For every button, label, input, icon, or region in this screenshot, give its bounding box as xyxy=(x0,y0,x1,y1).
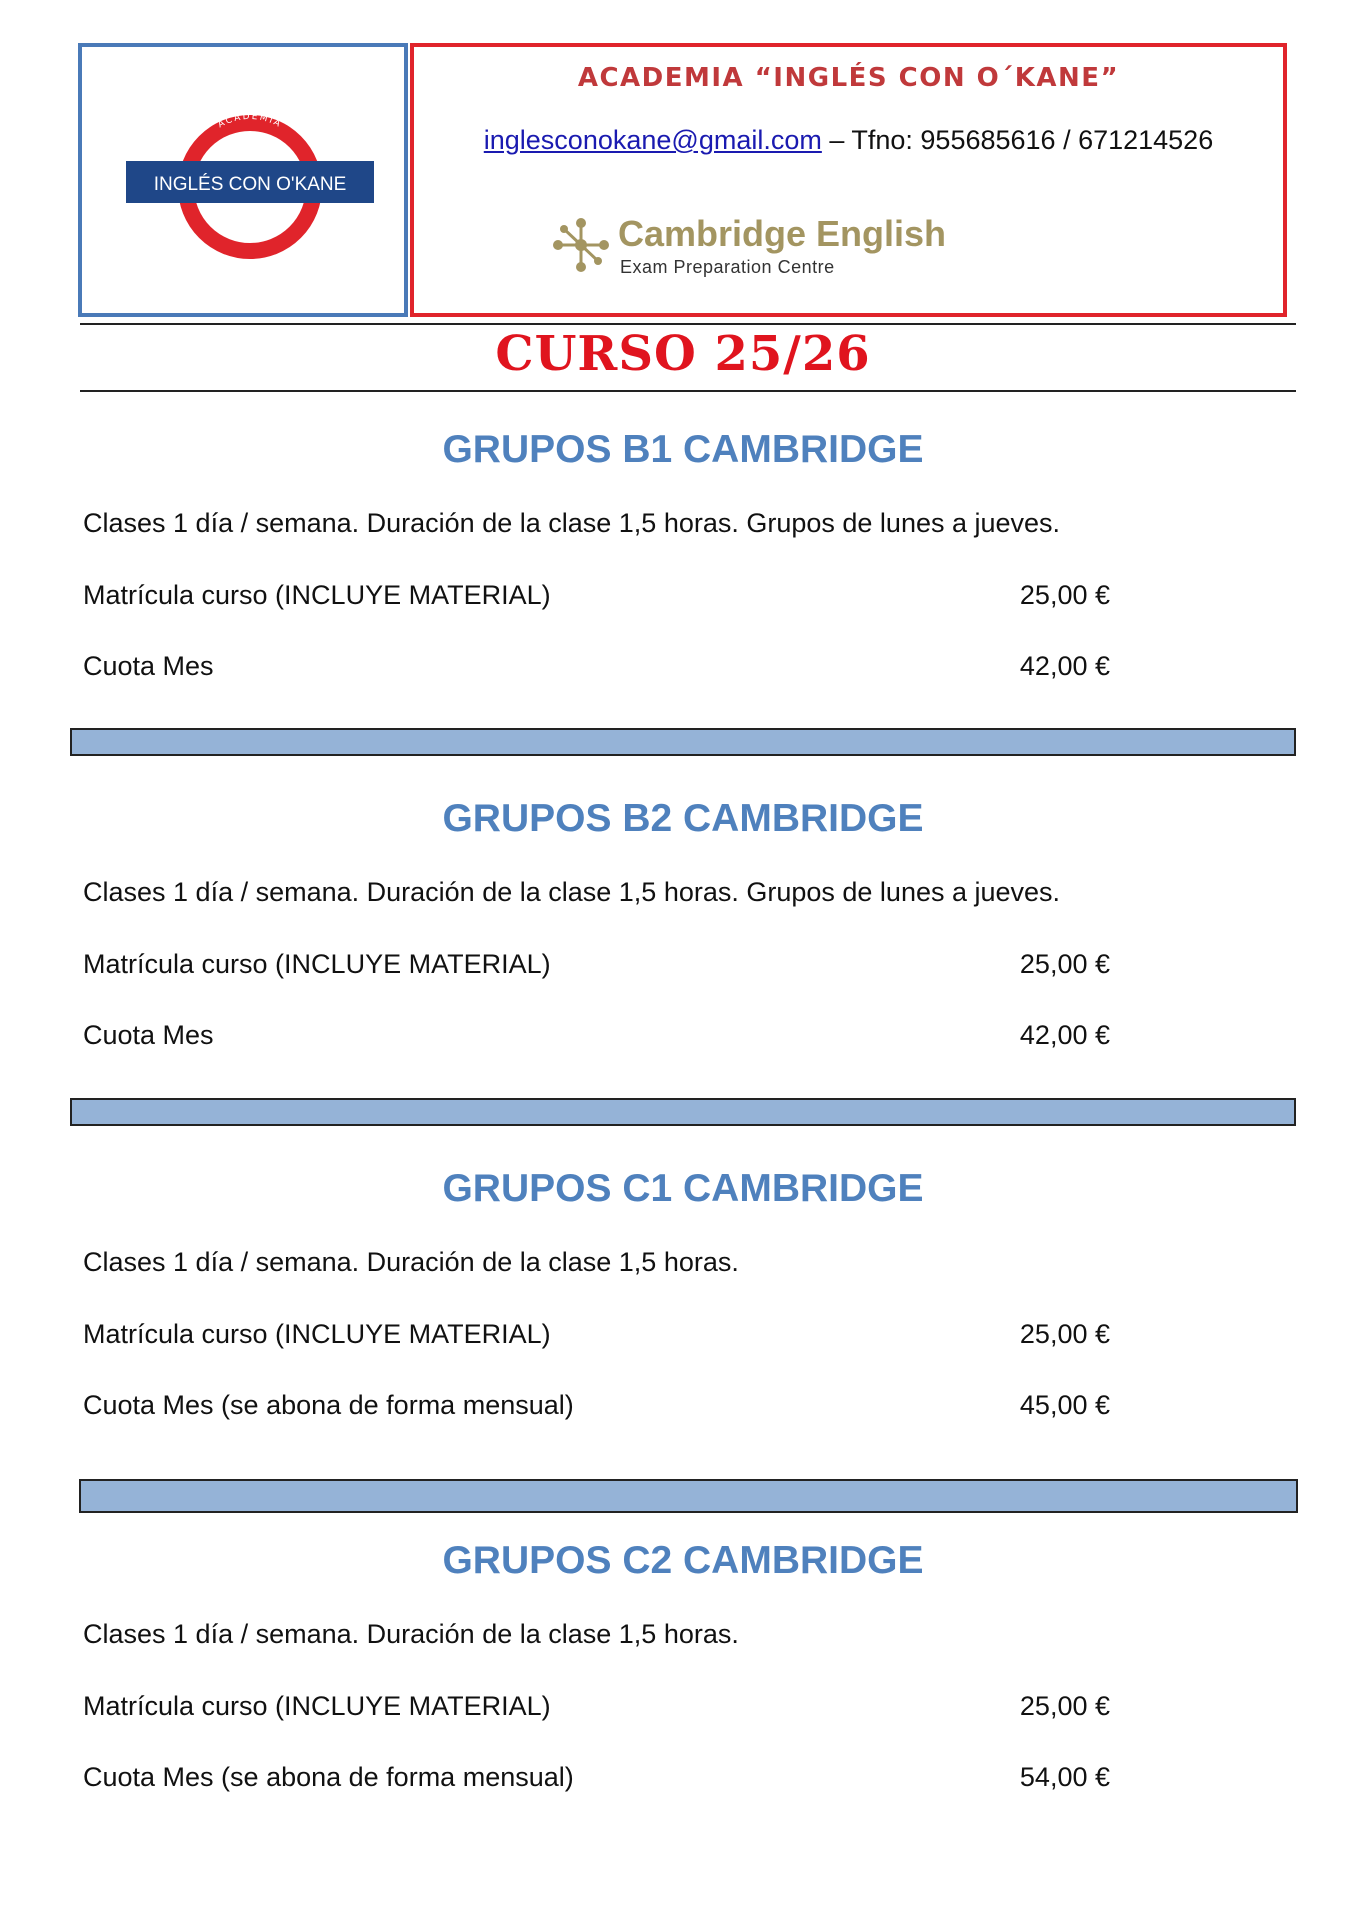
section-divider xyxy=(79,1479,1298,1513)
bottom-rule xyxy=(80,390,1296,392)
cambridge-name: Cambridge English xyxy=(618,213,947,254)
academy-logo xyxy=(82,47,404,313)
section-title: GRUPOS C2 CAMBRIDGE xyxy=(442,1539,924,1582)
logo-bar-text: INGLÉS CON O'KANE xyxy=(153,174,347,195)
top-rule xyxy=(80,323,1296,325)
section-description: Clases 1 día / semana. Duración de la clase 1,5 horas. xyxy=(83,1619,739,1649)
enrollment-price: 25,00 € xyxy=(1019,1691,1110,1721)
enrollment-price: 25,00 € xyxy=(1019,580,1110,610)
section-title: GRUPOS C1 CAMBRIDGE xyxy=(442,1167,924,1210)
monthly-fee-price: 42,00 € xyxy=(1019,1020,1110,1050)
contact-box xyxy=(410,43,1287,317)
section-divider xyxy=(70,728,1296,756)
enrollment-label: Matrícula curso (INCLUYE MATERIAL) xyxy=(83,580,551,610)
cambridge-logo xyxy=(550,213,990,283)
logo-bottom-text: DESDE 1997 xyxy=(218,222,282,241)
header xyxy=(78,43,1287,317)
course-title: CURSO 25/26 xyxy=(495,326,871,382)
monthly-fee-price: 42,00 € xyxy=(1019,651,1110,681)
monthly-fee-label: Cuota Mes xyxy=(83,1020,214,1050)
enrollment-price: 25,00 € xyxy=(1019,1319,1110,1349)
monthly-fee-price: 45,00 € xyxy=(1019,1390,1110,1420)
contact-line xyxy=(414,125,1283,156)
monthly-fee-label: Cuota Mes xyxy=(83,651,214,681)
enrollment-label: Matrícula curso (INCLUYE MATERIAL) xyxy=(83,1691,551,1721)
logo-box xyxy=(78,43,408,317)
cambridge-mark-icon xyxy=(550,217,612,273)
cambridge-subtitle: Exam Preparation Centre xyxy=(620,257,835,277)
academy-name: ACADEMIA “INGLÉS CON O´KANE” xyxy=(577,63,1120,93)
enrollment-price: 25,00 € xyxy=(1019,949,1110,979)
section-divider xyxy=(70,1098,1296,1126)
phone-text: – Tfno: 955685616 / 671214526 xyxy=(821,125,1214,155)
section-description: Clases 1 día / semana. Duración de la clase 1,5 horas. Grupos de lunes a jueves. xyxy=(83,508,1061,538)
monthly-fee-price: 54,00 € xyxy=(1019,1762,1110,1792)
enrollment-label: Matrícula curso (INCLUYE MATERIAL) xyxy=(83,1319,551,1349)
section-title: GRUPOS B1 CAMBRIDGE xyxy=(442,428,924,471)
monthly-fee-label: Cuota Mes (se abona de forma mensual) xyxy=(83,1762,574,1792)
section-title: GRUPOS B2 CAMBRIDGE xyxy=(442,797,924,840)
enrollment-label: Matrícula curso (INCLUYE MATERIAL) xyxy=(83,949,551,979)
email-link[interactable]: inglesconokane@gmail.com xyxy=(483,125,822,155)
section-description: Clases 1 día / semana. Duración de la clase 1,5 horas. xyxy=(83,1247,739,1277)
monthly-fee-label: Cuota Mes (se abona de forma mensual) xyxy=(83,1390,574,1420)
section-description: Clases 1 día / semana. Duración de la clase 1,5 horas. Grupos de lunes a jueves. xyxy=(83,877,1061,907)
logo-top-text: ACADEMIA xyxy=(216,111,284,131)
